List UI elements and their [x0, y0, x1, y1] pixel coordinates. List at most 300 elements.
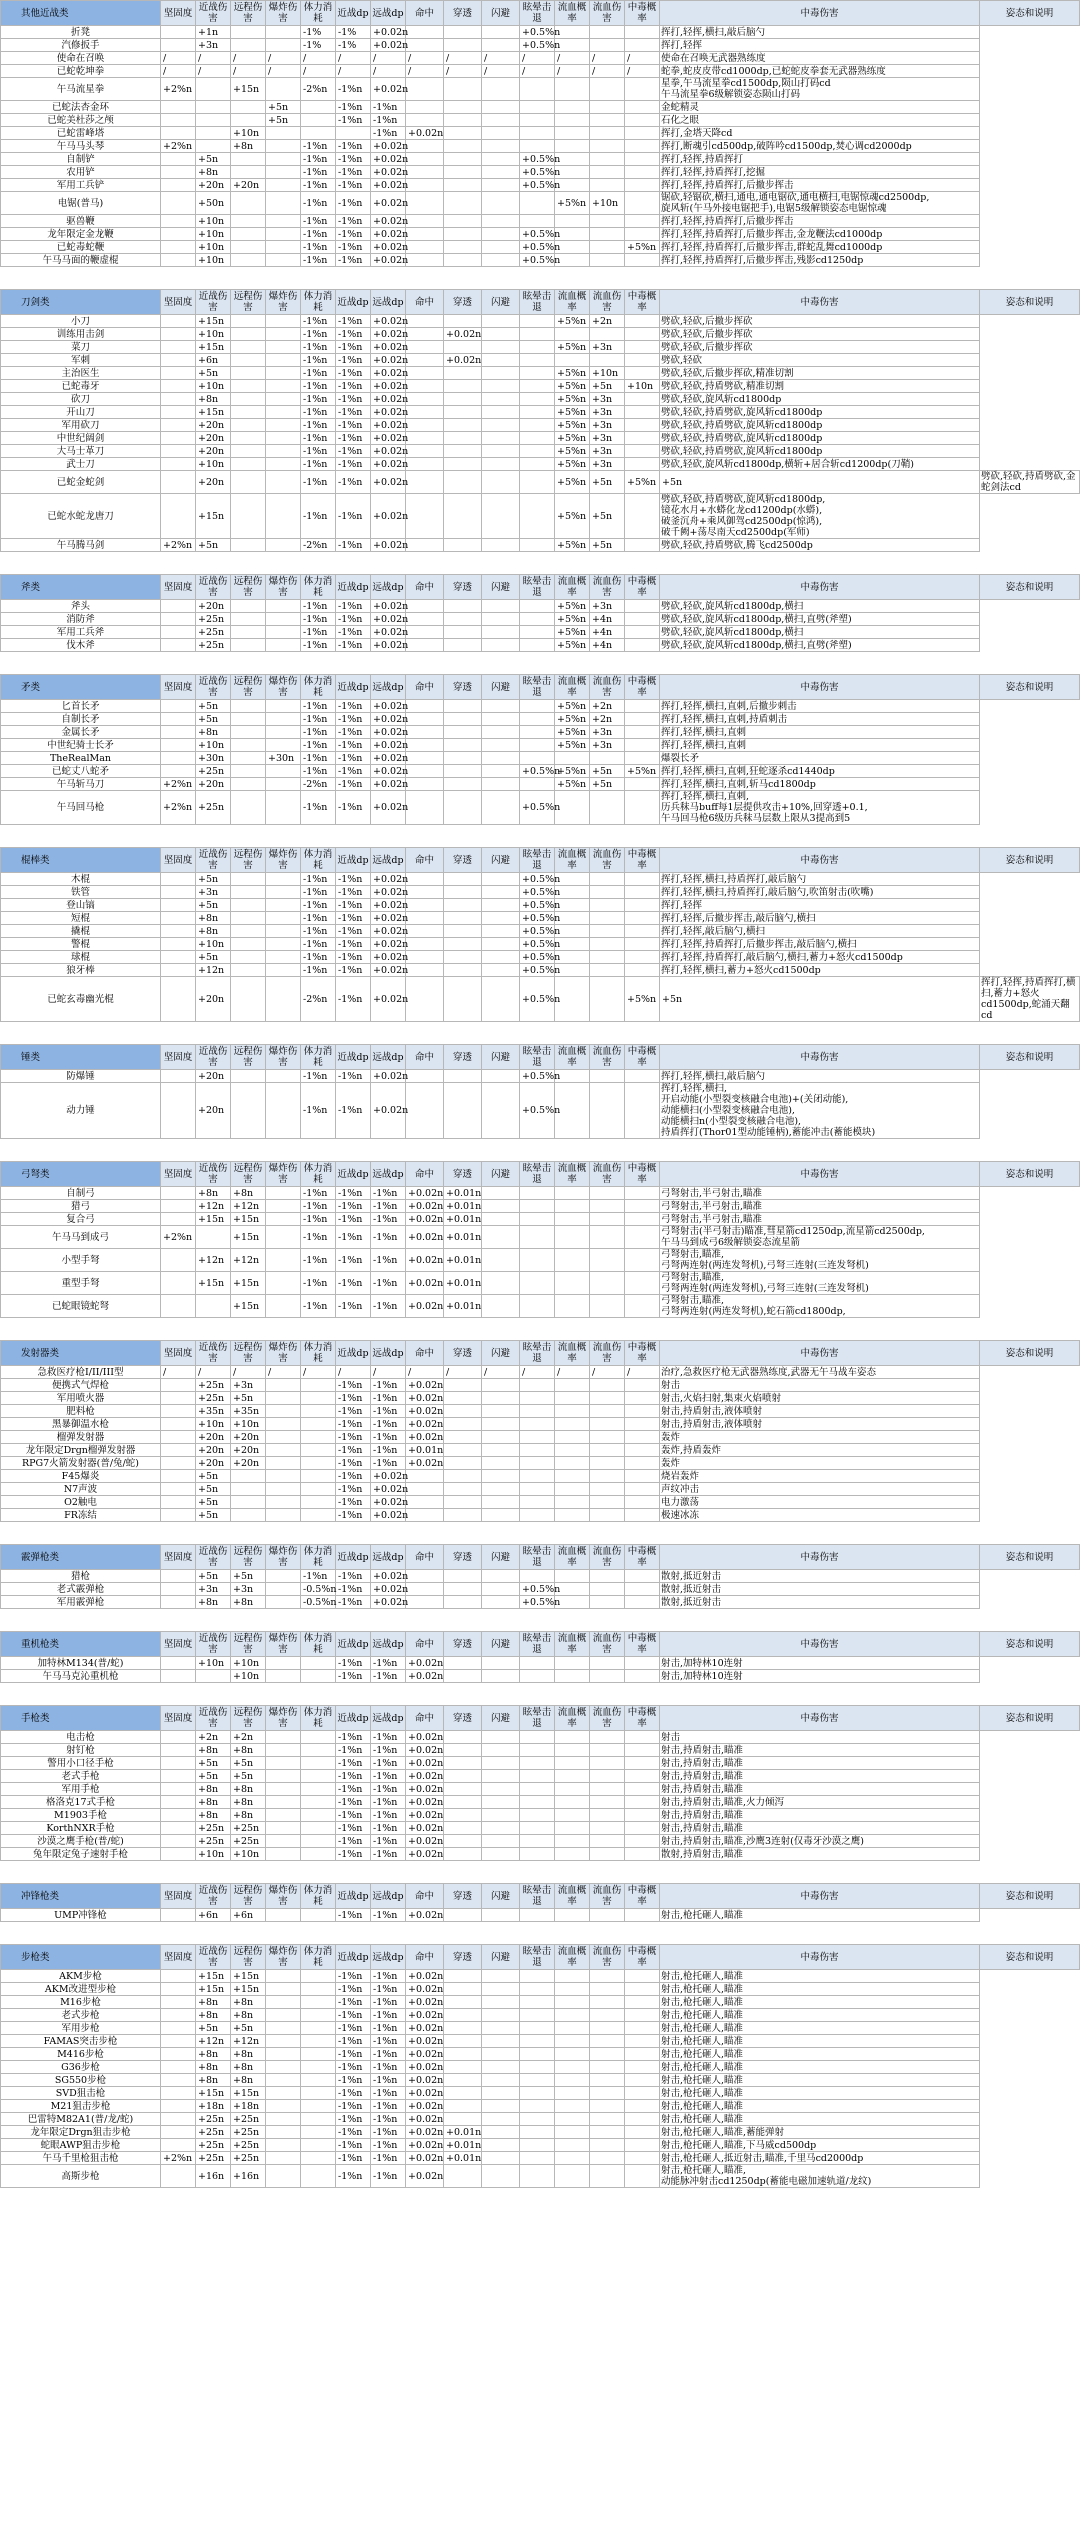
stat-cell: /: [371, 1366, 406, 1379]
weapon-name: 午马马头琴: [1, 140, 161, 153]
stat-cell: [161, 899, 196, 912]
column-header: 流血概率: [555, 1945, 590, 1970]
stance-description: 劈砍,轻砍,持盾劈砍,精准切割: [660, 380, 980, 393]
stat-cell: +3n: [196, 886, 231, 899]
stat-cell: +3n: [590, 600, 625, 613]
stat-cell: +0.02n: [406, 1909, 444, 1922]
stat-cell: [161, 873, 196, 886]
table-row: [1, 2100, 1080, 2113]
weapon-name: 小型手弩: [1, 1249, 161, 1272]
column-header: 中毒伤害: [660, 1706, 980, 1731]
stat-cell: [590, 951, 625, 964]
stat-cell: [444, 778, 482, 791]
column-header: 体力消耗: [301, 1884, 336, 1909]
weapon-name: 汽修扳手: [1, 39, 161, 52]
stat-cell: /: [266, 1366, 301, 1379]
stat-cell: +0.5%n: [520, 39, 555, 52]
stat-cell: [444, 179, 482, 192]
stat-cell: [161, 2035, 196, 2048]
stat-cell: +0.02n: [371, 765, 406, 778]
weapon-name: 老式手枪: [1, 1770, 161, 1783]
stat-cell: -1%n: [336, 626, 371, 639]
stat-cell: -1%n: [336, 1295, 371, 1318]
stat-cell: +0.01n: [444, 1226, 482, 1249]
column-header: 命中: [406, 1945, 444, 1970]
weapon-name: 主治医生: [1, 367, 161, 380]
stat-cell: +5n: [196, 1496, 231, 1509]
stat-cell: +10n: [196, 328, 231, 341]
stat-cell: [590, 2100, 625, 2113]
stat-cell: [625, 254, 660, 267]
table-row: [1, 1983, 1080, 1996]
stat-cell: +25n: [231, 2126, 266, 2139]
stat-cell: +3n: [590, 419, 625, 432]
stat-cell: [444, 1431, 482, 1444]
column-header: 坚固度: [161, 1545, 196, 1570]
stat-cell: -1%n: [301, 215, 336, 228]
stance-description: 劈砍,轻砍,持盾劈砍,旋风斩cd1800dp: [660, 445, 980, 458]
stat-cell: -1%n: [371, 1213, 406, 1226]
stat-cell: -1%n: [336, 873, 371, 886]
table-row: [1, 1431, 1080, 1444]
stat-cell: +8n: [196, 1796, 231, 1809]
stat-cell: -1%n: [336, 765, 371, 778]
stat-cell: [231, 1470, 266, 1483]
table-row: [1, 1496, 1080, 1509]
stance-description: 散射,抵近射击: [660, 1596, 980, 1609]
stat-cell: +0.5%n: [520, 873, 555, 886]
stat-cell: [301, 2100, 336, 2113]
stat-cell: +15n: [196, 315, 231, 328]
stat-cell: [482, 78, 520, 101]
weapon-name: 已蛇乾坤拳: [1, 65, 161, 78]
section-gap: [0, 825, 1080, 847]
table-row: [1, 2022, 1080, 2035]
stat-cell: [482, 367, 520, 380]
stat-cell: +20n: [231, 1457, 266, 1470]
stance-description: 射击,枪托砸人,瞄准: [660, 2100, 980, 2113]
stat-cell: +0.02n: [371, 166, 406, 179]
section-table: [0, 1044, 1080, 1139]
stance-description: 挥打,轻挥,横扫,直刺,后撤步刺击: [660, 700, 980, 713]
stat-cell: [196, 127, 231, 140]
stat-cell: /: [555, 65, 590, 78]
column-header: 远程伤害: [231, 1545, 266, 1570]
weapon-name: 已蛇丈八蛇矛: [1, 765, 161, 778]
stat-cell: [590, 1405, 625, 1418]
stat-cell: -1%n: [336, 1470, 371, 1483]
stat-cell: [625, 419, 660, 432]
weapon-name: 军刺: [1, 354, 161, 367]
stat-cell: +2%n: [161, 791, 196, 825]
table-row: [1, 726, 1080, 739]
stat-cell: [266, 1983, 301, 1996]
stat-cell: [520, 2152, 555, 2165]
column-header: 坚固度: [161, 1045, 196, 1070]
column-header: 穿透: [444, 1706, 482, 1731]
stat-cell: [555, 2139, 590, 2152]
column-header: 近战伤害: [196, 290, 231, 315]
stat-cell: -1%n: [336, 192, 371, 215]
stat-cell: +2%n: [161, 539, 196, 552]
stat-cell: -1%n: [301, 354, 336, 367]
table-row: [1, 1996, 1080, 2009]
stat-cell: [590, 1757, 625, 1770]
stat-cell: [482, 179, 520, 192]
stat-cell: +0.02n: [371, 938, 406, 951]
weapon-name: 午马马克沁重机枪: [1, 1670, 161, 1683]
stat-cell: [266, 1822, 301, 1835]
stat-cell: [231, 886, 266, 899]
column-header: 爆炸伤害: [266, 1632, 301, 1657]
stat-cell: [625, 1796, 660, 1809]
stat-cell: [482, 101, 520, 114]
column-header: 爆炸伤害: [266, 848, 301, 873]
stat-cell: [520, 2074, 555, 2087]
stat-cell: [406, 1596, 444, 1609]
stat-cell: -1%n: [301, 925, 336, 938]
stat-cell: [555, 1272, 590, 1295]
column-header: 眩晕击退: [520, 1162, 555, 1187]
stat-cell: -1%n: [336, 778, 371, 791]
stat-cell: [590, 1249, 625, 1272]
stat-cell: +5%n: [555, 445, 590, 458]
table-row: [1, 315, 1080, 328]
stat-cell: [231, 101, 266, 114]
stat-cell: +20n: [196, 778, 231, 791]
table-row: [1, 328, 1080, 341]
stat-cell: [444, 406, 482, 419]
stance-description: 射击,枪托砸人,瞄准: [660, 1983, 980, 1996]
stat-cell: -1%n: [301, 713, 336, 726]
column-header: 姿态和说明: [980, 1162, 1080, 1187]
stat-cell: [406, 873, 444, 886]
table-row: [1, 1822, 1080, 1835]
stat-cell: [266, 140, 301, 153]
stat-cell: [520, 1496, 555, 1509]
stat-cell: [231, 626, 266, 639]
column-header: 中毒概率: [625, 1045, 660, 1070]
column-header: 流血伤害: [590, 1545, 625, 1570]
stat-cell: [625, 2113, 660, 2126]
stat-cell: [266, 26, 301, 39]
stat-cell: [625, 354, 660, 367]
stat-cell: +0.02n: [371, 328, 406, 341]
stat-cell: [590, 1596, 625, 1609]
column-header: 远战dp: [371, 1341, 406, 1366]
stat-cell: [482, 1444, 520, 1457]
stat-cell: [266, 1444, 301, 1457]
stat-cell: [555, 1796, 590, 1809]
stat-cell: -1%n: [371, 1457, 406, 1470]
stat-cell: +8n: [196, 1187, 231, 1200]
stat-cell: [161, 1596, 196, 1609]
stat-cell: +8n: [231, 1744, 266, 1757]
stat-cell: [406, 912, 444, 925]
stat-cell: -1%n: [336, 179, 371, 192]
stance-description: 治疗,急救医疗枪无武器熟练度,武器无午马战车姿态: [660, 1366, 980, 1379]
stat-cell: [231, 1070, 266, 1083]
stat-cell: +20n: [196, 600, 231, 613]
stat-cell: -1%n: [336, 1496, 371, 1509]
column-header: 远战dp: [371, 848, 406, 873]
stat-cell: [555, 1744, 590, 1757]
stat-cell: [482, 1770, 520, 1783]
stat-cell: +0.01n: [444, 1213, 482, 1226]
table-row: [1, 1295, 1080, 1318]
stat-cell: +10n: [196, 254, 231, 267]
stat-cell: [520, 445, 555, 458]
stat-cell: +3n: [590, 406, 625, 419]
stat-cell: [161, 101, 196, 114]
table-row: [1, 1783, 1080, 1796]
table-row: [1, 380, 1080, 393]
weapon-name: 已蛇法杏金环: [1, 101, 161, 114]
stat-cell: [231, 1483, 266, 1496]
stat-cell: [266, 2126, 301, 2139]
stat-cell: [555, 1731, 590, 1744]
stat-cell: -1%n: [371, 2074, 406, 2087]
stat-cell: +0.02n: [371, 393, 406, 406]
table-row: [1, 2048, 1080, 2061]
stat-cell: [231, 166, 266, 179]
stat-cell: +0.5%n: [520, 964, 555, 977]
stat-cell: [444, 1996, 482, 2009]
stat-cell: [625, 912, 660, 925]
stat-cell: [625, 1670, 660, 1683]
column-header: 坚固度: [161, 1706, 196, 1731]
stat-cell: [555, 1909, 590, 1922]
stat-cell: [590, 2061, 625, 2074]
stat-cell: [266, 406, 301, 419]
stat-cell: [482, 1470, 520, 1483]
weapon-name: 猎弓: [1, 1200, 161, 1213]
stat-cell: [625, 2126, 660, 2139]
stat-cell: [266, 2087, 301, 2100]
table-row: [1, 912, 1080, 925]
stat-cell: /: [555, 52, 590, 65]
stat-cell: [625, 445, 660, 458]
table-row: [1, 1470, 1080, 1483]
stat-cell: +20n: [196, 1457, 231, 1470]
stat-cell: -1%n: [336, 1444, 371, 1457]
stat-cell: [266, 1783, 301, 1796]
stat-cell: +15n: [196, 1970, 231, 1983]
stat-cell: -1%n: [371, 2035, 406, 2048]
stat-cell: [406, 393, 444, 406]
stat-cell: [555, 2152, 590, 2165]
section-table: [0, 847, 1080, 1022]
stat-cell: [444, 153, 482, 166]
stat-cell: +30n: [196, 752, 231, 765]
column-header: 爆炸伤害: [266, 290, 301, 315]
stat-cell: [625, 1848, 660, 1861]
column-header: 流血概率: [555, 1706, 590, 1731]
stat-cell: +0.02n: [371, 1070, 406, 1083]
stance-description: 射击,加特林10连射: [660, 1657, 980, 1670]
stat-cell: -1%n: [371, 2009, 406, 2022]
column-header: 流血概率: [555, 1545, 590, 1570]
stat-cell: [555, 354, 590, 367]
column-header: 爆炸伤害: [266, 1545, 301, 1570]
stat-cell: -1%n: [336, 101, 371, 114]
stat-cell: [625, 2152, 660, 2165]
stat-cell: [520, 600, 555, 613]
table-row: [1, 1809, 1080, 1822]
stat-cell: [161, 406, 196, 419]
stat-cell: [406, 713, 444, 726]
stat-cell: -1%n: [336, 380, 371, 393]
stat-cell: +25n: [196, 1379, 231, 1392]
stat-cell: +0.02n: [406, 1835, 444, 1848]
stat-cell: [625, 726, 660, 739]
stance-description: 挥打,轻挥,持盾挥打,敲后脑勺,横扫,蓄力+怒火cd1500dp: [660, 951, 980, 964]
stat-cell: +0.02n: [371, 179, 406, 192]
weapon-name: 动力锤: [1, 1083, 161, 1139]
stat-cell: [266, 951, 301, 964]
stat-cell: [161, 1187, 196, 1200]
stat-cell: [161, 1996, 196, 2009]
stat-cell: +5n: [590, 539, 625, 552]
stat-cell: [406, 1570, 444, 1583]
stat-cell: [520, 726, 555, 739]
stance-description: 射击,持盾射击,瞄准: [660, 1822, 980, 1835]
stat-cell: [625, 1809, 660, 1822]
stat-cell: /: [520, 52, 555, 65]
stat-cell: [161, 2087, 196, 2100]
stat-cell: [482, 1848, 520, 1861]
stat-cell: [482, 1996, 520, 2009]
stat-cell: [406, 39, 444, 52]
stat-cell: [625, 2087, 660, 2100]
stat-cell: -1%n: [336, 471, 371, 494]
column-header: 穿透: [444, 290, 482, 315]
stat-cell: [555, 1822, 590, 1835]
stance-description: 射击,火焰扫射,集束火焰喷射: [660, 1392, 980, 1405]
stance-description: 射击,持盾射击,瞄准: [660, 1770, 980, 1783]
stat-cell: [301, 1670, 336, 1683]
stat-cell: -1%n: [301, 1226, 336, 1249]
stat-cell: /: [625, 1366, 660, 1379]
stat-cell: [161, 1483, 196, 1496]
stance-description: 劈砍,轻砍,旋风斩cd1800dp,横斩+居合斩cd1200dp(刀鞘): [660, 458, 980, 471]
stat-cell: +0.02n: [371, 153, 406, 166]
stat-cell: -1%n: [336, 1431, 371, 1444]
table-row: [1, 1731, 1080, 1744]
stat-cell: +0.02n: [406, 1213, 444, 1226]
stat-cell: [161, 494, 196, 539]
table-row: [1, 192, 1080, 215]
stat-cell: -1%n: [301, 700, 336, 713]
stat-cell: [555, 1379, 590, 1392]
stat-cell: [266, 1744, 301, 1757]
stat-cell: +8n: [231, 2061, 266, 2074]
stat-cell: [161, 1809, 196, 1822]
stat-cell: [266, 873, 301, 886]
stat-cell: [625, 739, 660, 752]
stat-cell: -1%n: [336, 899, 371, 912]
stat-cell: /: [231, 52, 266, 65]
stance-description: 劈砍,轻砍,持盾劈砍,旋风斩cd1800dp: [660, 432, 980, 445]
stat-cell: +2n: [196, 1731, 231, 1744]
stat-cell: [444, 1444, 482, 1457]
stance-description: 劈砍,轻砍,持盾劈砍,旋风斩cd1800dp: [660, 419, 980, 432]
stat-cell: +0.02n: [371, 1596, 406, 1609]
stat-cell: [301, 2061, 336, 2074]
stat-cell: -1%n: [301, 241, 336, 254]
stat-cell: +8n: [196, 166, 231, 179]
stat-cell: [161, 26, 196, 39]
stat-cell: -1%n: [371, 1670, 406, 1683]
stat-cell: [231, 26, 266, 39]
column-header: 闪避: [482, 1632, 520, 1657]
stat-cell: [231, 613, 266, 626]
stat-cell: +0.5%n: [520, 791, 555, 825]
stat-cell: [625, 192, 660, 215]
stat-cell: [590, 2009, 625, 2022]
weapon-name: N7声波: [1, 1483, 161, 1496]
stat-cell: [625, 1783, 660, 1796]
table-row: [1, 1670, 1080, 1683]
stat-cell: [266, 166, 301, 179]
stat-cell: [482, 600, 520, 613]
stat-cell: [444, 899, 482, 912]
stat-cell: [520, 1226, 555, 1249]
stat-cell: [590, 1909, 625, 1922]
stat-cell: [231, 1496, 266, 1509]
stat-cell: [231, 873, 266, 886]
stat-cell: [266, 2152, 301, 2165]
column-header: 坚固度: [161, 675, 196, 700]
column-header: 流血伤害: [590, 1045, 625, 1070]
table-row: [1, 1379, 1080, 1392]
column-header: 近战dp: [336, 575, 371, 600]
stat-cell: +0.01n: [444, 2139, 482, 2152]
stat-cell: /: [161, 1366, 196, 1379]
stat-cell: +0.5%n: [520, 254, 555, 267]
stat-cell: -1%n: [336, 1200, 371, 1213]
table-row: [1, 977, 1080, 1022]
stance-description: 挥打,轻挥,横扫,敲后脑勺: [660, 1070, 980, 1083]
stat-cell: [266, 1496, 301, 1509]
column-header: 流血伤害: [590, 1, 625, 26]
stat-cell: +0.5%n: [520, 1083, 555, 1139]
stat-cell: [625, 2139, 660, 2152]
stat-cell: /: [371, 65, 406, 78]
stat-cell: [482, 1083, 520, 1139]
table-row: [1, 1509, 1080, 1522]
stat-cell: [482, 328, 520, 341]
stance-description: 挥打,金塔天降cd: [660, 127, 980, 140]
column-header: 中毒概率: [625, 1945, 660, 1970]
stat-cell: -1%n: [371, 2165, 406, 2188]
stat-cell: -1%n: [336, 1909, 371, 1922]
stat-cell: [520, 613, 555, 626]
stat-cell: [482, 432, 520, 445]
stat-cell: [444, 1596, 482, 1609]
stat-cell: +10n: [196, 458, 231, 471]
stat-cell: [266, 925, 301, 938]
column-header: 坚固度: [161, 575, 196, 600]
stat-cell: +5%n: [555, 639, 590, 652]
stat-cell: +5n: [196, 713, 231, 726]
stat-cell: +5%n: [555, 471, 590, 494]
stat-cell: +0.01n: [444, 2126, 482, 2139]
stat-cell: +0.02n: [371, 1483, 406, 1496]
stat-cell: [444, 1744, 482, 1757]
stat-cell: [406, 419, 444, 432]
stat-cell: [625, 1213, 660, 1226]
